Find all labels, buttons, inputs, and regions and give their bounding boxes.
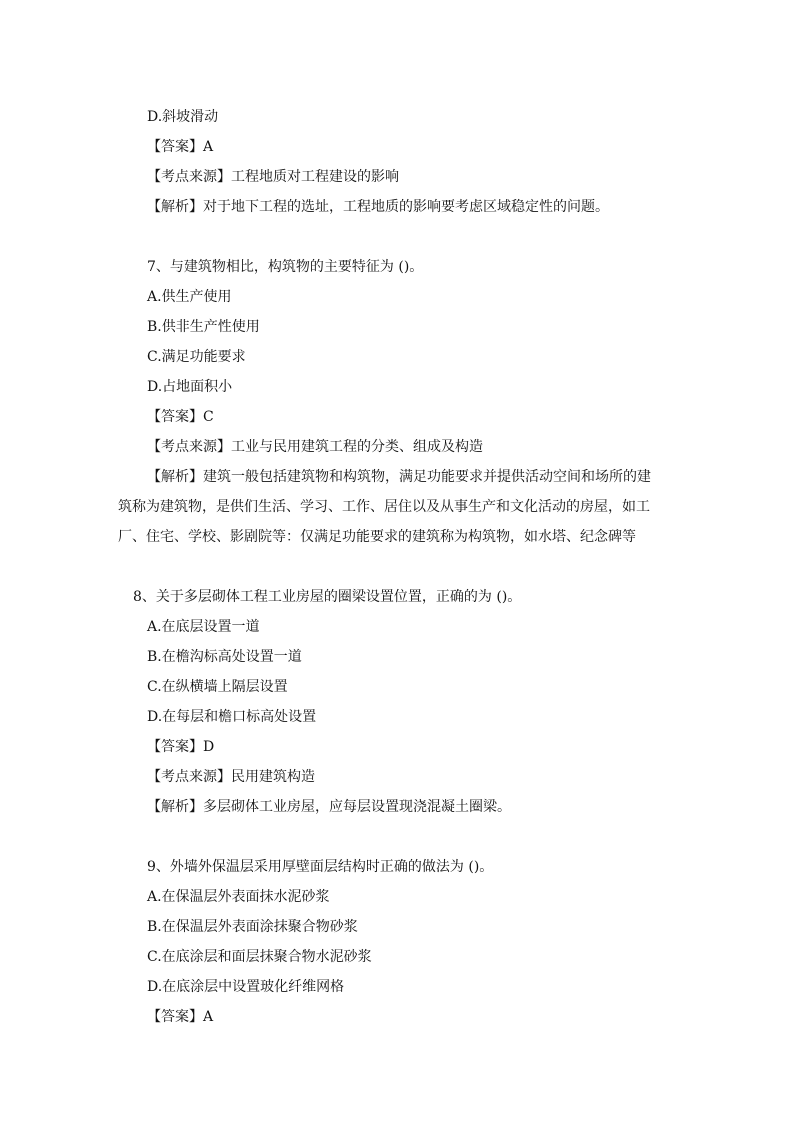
q7-analysis-line3: 厂、住宅、学校、影剧院等：仅满足功能要求的建筑称为构筑物，如水塔、纪念碑等 (118, 529, 636, 545)
q9-answer: 【答案】A (147, 1009, 214, 1025)
q6-analysis: 【解析】对于地下工程的选址，工程地质的影响要考虑区域稳定性的问题。 (147, 199, 609, 215)
q6-answer: 【答案】A (147, 139, 214, 155)
q8-analysis: 【解析】多层砌体工业房屋，应每层设置现浇混凝土圈梁。 (147, 799, 511, 815)
q9-option-c: C.在底涂层和面层抹聚合物水泥砂浆 (147, 949, 372, 965)
q8-option-b: B.在檐沟标高处设置一道 (147, 649, 302, 665)
q9-option-a: A.在保温层外表面抹水泥砂浆 (147, 889, 330, 905)
q7-analysis-line1: 【解析】建筑一般包括建筑物和构筑物，满足功能要求并提供活动空间和场所的建 (147, 469, 651, 485)
q9-option-b: B.在保温层外表面涂抹聚合物砂浆 (147, 919, 358, 935)
q8-source: 【考点来源】民用建筑构造 (147, 769, 315, 785)
q9-option-d: D.在底涂层中设置玻化纤维网格 (147, 979, 345, 995)
q7-option-a: A.供生产使用 (147, 289, 232, 305)
q7-answer: 【答案】C (147, 409, 214, 425)
q8-stem: 8、关于多层砌体工程工业房屋的圈梁设置位置，正确的为 ()。 (133, 589, 522, 605)
q7-option-c: C.满足功能要求 (147, 349, 246, 365)
q8-option-d: D.在每层和檐口标高处设置 (147, 709, 317, 725)
q7-source: 【考点来源】工业与民用建筑工程的分类、组成及构造 (147, 439, 483, 455)
q8-option-c: C.在纵横墙上隔层设置 (147, 679, 288, 695)
q7-option-b: B.供非生产性使用 (147, 319, 260, 335)
q8-answer: 【答案】D (147, 739, 215, 755)
q7-analysis-line2: 筑称为建筑物，是供们生活、学习、工作、居住以及从事生产和文化活动的房屋，如工 (118, 499, 650, 515)
q6-option-d: D.斜坡滑动 (147, 109, 219, 125)
q6-source: 【考点来源】工程地质对工程建设的影响 (147, 169, 399, 185)
q7-option-d: D.占地面积小 (147, 379, 233, 395)
q8-option-a: A.在底层设置一道 (147, 619, 260, 635)
q7-stem: 7、与建筑物相比，构筑物的主要特征为 ()。 (147, 259, 424, 275)
q9-stem: 9、外墙外保温层采用厚壁面层结构时正确的做法为 ()。 (147, 859, 494, 875)
